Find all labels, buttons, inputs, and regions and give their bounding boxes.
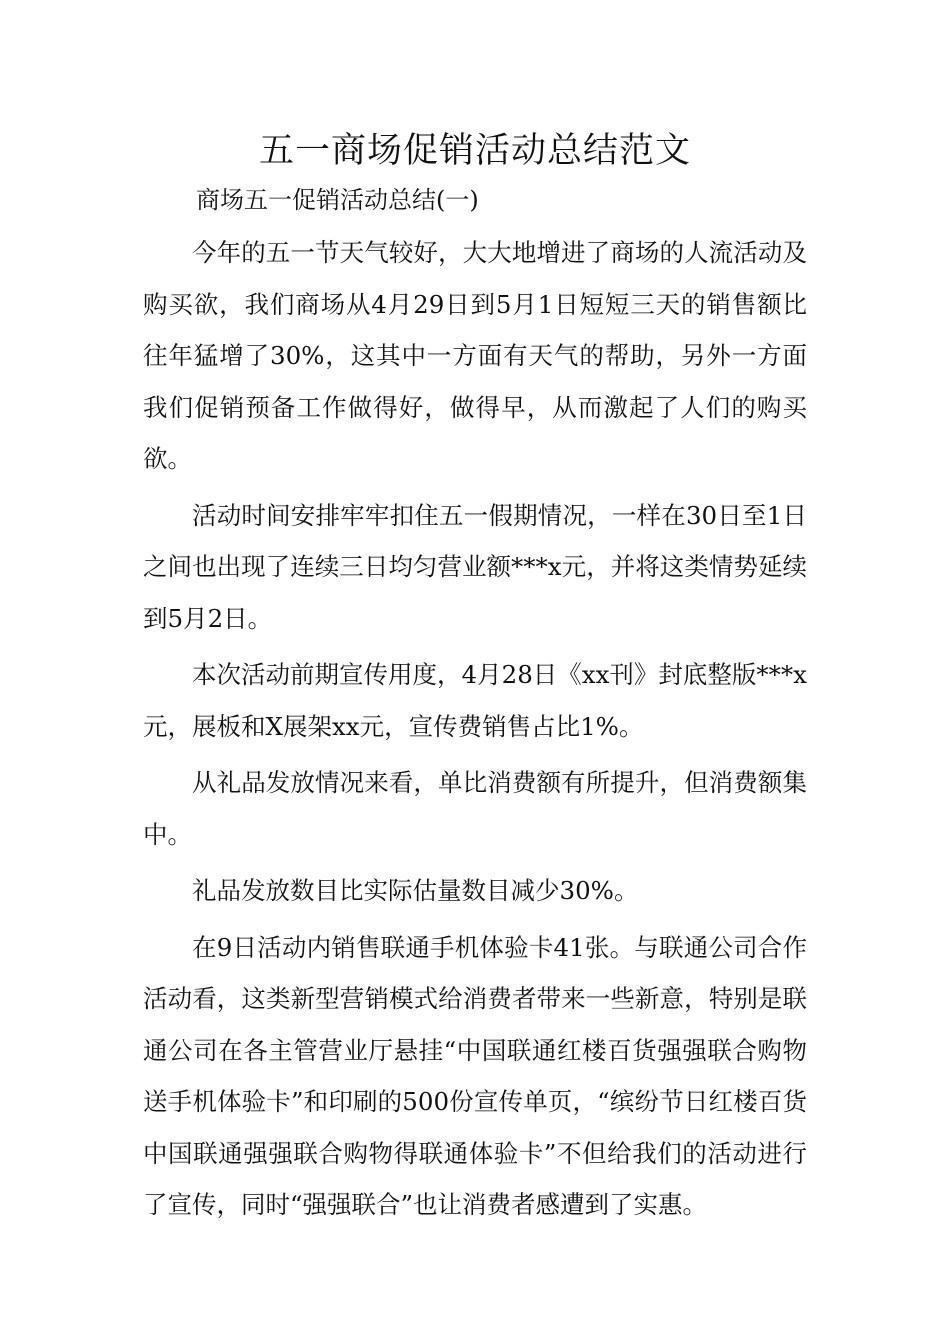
paragraph: 活动时间安排牢牢扣住五一假期情况，一样在30日至1日之间也出现了连续三日均匀营业额***x元，并将这类情势延续到5月2日。 — [143, 500, 807, 633]
paragraph: 今年的五一节天气较好，大大地增进了商场的人流活动及购买欲，我们商场从4月29日到5月1日短短三天的销售额比往年猛增了30%，这其中一方面有天气的帮助，另外一方面我们促销预备工作做得好，做得早，从而激起了人们的购买欲。 — [143, 238, 807, 473]
document-title: 五一商场促销活动总结范文 — [258, 131, 691, 171]
paragraph: 本次活动前期宣传用度，4月28日《xx刊》封底整版***x元，展板和X展架xx元，宣传费销售占比1%。 — [143, 660, 807, 741]
paragraph: 从礼品发放情况来看，单比消费额有所提升，但消费额集中。 — [143, 768, 807, 849]
document-subtitle: 商场五一促销活动总结(一) — [196, 186, 479, 214]
paragraph: 礼品发放数目比实际估量数目减少30%。 — [192, 876, 639, 905]
paragraph: 在9日活动内销售联通手机体验卡41张。与联通公司合作活动看，这类新型营销模式给消费者带来一些新意，特别是联通公司在各主管营业厅悬挂“中国联通红楼百货强强联合购物送手机体验卡”和印刷的500份宣传单页，“缤纷节日红楼百货中国联通强强联合购物得联通体验卡”不但给我们的活动进行了宣传，同时“强强联合”也让消费者感遭到了实惠。 — [143, 932, 807, 1219]
document-body — [143, 227, 807, 1236]
